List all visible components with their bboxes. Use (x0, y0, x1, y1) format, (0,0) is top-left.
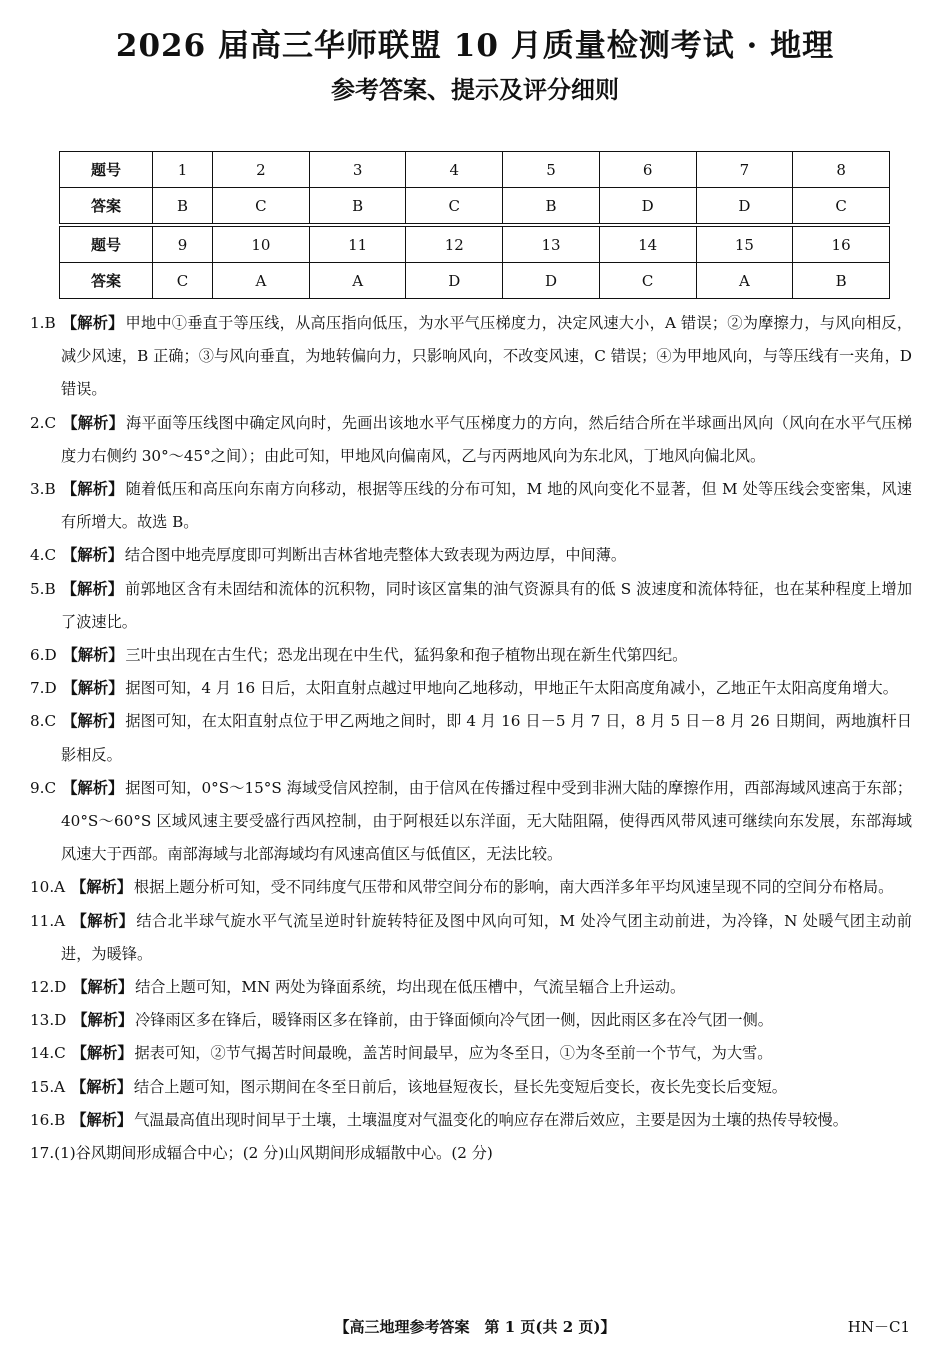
row-header: 题号 (60, 225, 153, 263)
item-number: 16.B (30, 1110, 66, 1129)
explanation-item (30, 772, 912, 872)
page-footer: 【高三地理参考答案 第 1 页(共 2 页)】 (334, 1318, 616, 1336)
item-text: 据图可知，0°S～15°S 海域受信风控制，由于信风在传播过程中受到非洲大陆的摩擦作用，西部海域风速高于东部；40°S～60°S 区域风速主要受盛行西风控制，由于阿根廷以东洋面，无大陆阻隔，使得西风带风速可继续向东发展，东部海域风速大于西部。南部海域与北部海域均有风速高值区与低值区，无法比较。 (61, 778, 913, 864)
item-number: 6.D (30, 646, 57, 665)
item-number: 3.B (30, 480, 56, 499)
question-number: 6 (599, 152, 696, 188)
item-number: 2.C (30, 413, 57, 432)
explanation-item (30, 573, 912, 639)
item-number: 11.A (30, 911, 66, 930)
item-text: 甲地中①垂直于等压线，从高压指向低压，为水平气压梯度力，决定风速大小，A 错误；②为摩擦力，与风向相反，减少风速，B 正确；③与风向垂直，为地转偏向力，只影响风向，不改变风速，C 错误；④为甲地风向，与等压线有一夹角，D 错误。 (61, 314, 913, 399)
explanation-item (30, 407, 912, 473)
answer-cell: A (696, 263, 793, 299)
analysis-tag: 【解析】 (71, 911, 135, 930)
explanation-item (30, 639, 912, 672)
analysis-tag: 【解析】 (71, 1044, 133, 1063)
item-text: 气温最高值出现时间早于土壤，土壤温度对气温变化的响应存在滞后效应，主要是因为土壤的热传导较慢。 (134, 1110, 848, 1129)
page-subtitle: 参考答案、提示及评分细则 (331, 75, 619, 104)
question-number: 11 (309, 225, 406, 263)
analysis-tag: 【解析】 (72, 1011, 134, 1030)
analysis-tag: 【解析】 (62, 646, 124, 665)
answer-table (59, 151, 890, 299)
item-number: 7.D (30, 679, 57, 698)
question-number: 7 (696, 152, 793, 188)
analysis-tag: 【解析】 (71, 1110, 133, 1129)
item-text: 据图可知，在太阳直射点位于甲乙两地之间时，即 4 月 16 日－5 月 7 日，8 月 5 日－8 月 26 日期间，两地旗杆日影相反。 (61, 712, 912, 764)
document-code: HN－C1 (847, 1318, 910, 1336)
answer-cell: D (503, 263, 600, 299)
question-number: 9 (153, 225, 213, 263)
answer-cell: C (153, 263, 213, 299)
explanation-item (30, 971, 912, 1004)
item-number: 12.D (30, 978, 67, 997)
answer-row (60, 263, 890, 299)
item-text: 根据上题分析可知，受不同纬度气压带和风带空间分布的影响，南大西洋多年平均风速呈现不同的空间分布格局。 (133, 878, 894, 897)
answer-cell: B (503, 188, 600, 226)
explanation-item (30, 1137, 912, 1170)
explanation-item (30, 1004, 912, 1037)
question-number: 16 (793, 225, 890, 263)
analysis-tag: 【解析】 (61, 314, 124, 332)
item-text: 据图可知，4 月 16 日后，太阳直射点越过甲地向乙地移动，甲地正午太阳高度角减小，乙地正午太阳高度角增大。 (125, 679, 898, 698)
answer-cell: A (213, 263, 310, 299)
analysis-tag: 【解析】 (61, 480, 124, 499)
explanation-item (30, 1037, 912, 1070)
explanation-item (30, 307, 912, 407)
answer-cell: B (309, 188, 406, 226)
answer-cell: C (213, 188, 310, 226)
analysis-tag: 【解析】 (72, 978, 134, 997)
item-text: 结合北半球气旋水平气流呈逆时针旋转特征及图中风向可知，M 处冷气团主动前进，为冷锋，N 处暖气团主动前进，为暖锋。 (61, 911, 912, 963)
question-number: 15 (696, 225, 793, 263)
analysis-tag: 【解析】 (61, 579, 124, 598)
item-number: 1.B (30, 314, 56, 332)
analysis-tag: 【解析】 (62, 413, 125, 432)
question-number: 5 (503, 152, 600, 188)
explanation-list (30, 307, 912, 1170)
answer-cell: B (153, 188, 213, 226)
analysis-tag: 【解析】 (62, 712, 124, 731)
analysis-tag: 【解析】 (62, 679, 124, 698)
row-header: 题号 (60, 152, 153, 188)
explanation-item (30, 473, 912, 539)
answer-cell: A (309, 263, 406, 299)
question-number: 12 (406, 225, 503, 263)
answer-cell: C (793, 188, 890, 226)
explanation-item (30, 1071, 912, 1104)
explanation-item (30, 871, 912, 904)
item-number: 13.D (30, 1011, 67, 1030)
answer-cell: D (599, 188, 696, 226)
item-text: 结合上题可知，MN 两处为锋面系统，均出现在低压槽中，气流呈辐合上升运动。 (135, 978, 686, 997)
explanation-item (30, 905, 912, 971)
item-number: 4.C (30, 546, 57, 565)
question-number: 1 (153, 152, 213, 188)
row-header: 答案 (60, 263, 153, 299)
question-number: 14 (599, 225, 696, 263)
explanation-item (30, 672, 912, 705)
question-number: 13 (503, 225, 600, 263)
explanation-item (30, 705, 912, 771)
question-number: 10 (213, 225, 310, 263)
item-text: (1)谷风期间形成辐合中心；(2 分)山风期间形成辐散中心。(2 分) (54, 1144, 493, 1163)
question-number: 4 (406, 152, 503, 188)
question-number-row (60, 152, 890, 188)
item-text: 随着低压和高压向东南方向移动，根据等压线的分布可知，M 地的风向变化不显著，但 M 处等压线会变密集，风速有所增大。故选 B。 (61, 480, 912, 532)
item-text: 冷锋雨区多在锋后，暖锋雨区多在锋前，由于锋面倾向冷气团一侧，因此雨区多在冷气团一侧。 (135, 1011, 773, 1030)
item-text: 据表可知，②节气揭苫时间最晚，盖苫时间最早，应为冬至日，①为冬至前一个节气，为大雪。 (134, 1044, 773, 1063)
answer-cell: B (793, 263, 890, 299)
item-number: 9.C (30, 778, 57, 797)
item-text: 海平面等压线图中确定风向时，先画出该地水平气压梯度力的方向，然后结合所在半球画出风向（风向在水平气压梯度力右侧约 30°～45°之间）；由此可知，甲地风向偏南风，乙与丙两地风向为东北风，丁地风向偏北风。 (61, 413, 913, 465)
answer-cell: C (599, 263, 696, 299)
item-text: 结合图中地壳厚度即可判断出吉林省地壳整体大致表现为两边厚，中间薄。 (124, 546, 627, 565)
row-header: 答案 (60, 188, 153, 226)
answer-row (60, 188, 890, 226)
item-number: 5.B (30, 579, 56, 598)
analysis-tag: 【解析】 (62, 778, 124, 797)
item-number: 14.C (30, 1044, 66, 1063)
question-number: 2 (213, 152, 310, 188)
explanation-item (30, 539, 912, 572)
item-text: 三叶虫出现在古生代；恐龙出现在中生代，猛犸象和孢子植物出现在新生代第四纪。 (125, 646, 688, 665)
answer-cell: D (406, 263, 503, 299)
answer-cell: D (696, 188, 793, 226)
answer-cell: C (406, 188, 503, 226)
question-number-row (60, 225, 890, 263)
page-title: 2026 届高三华师联盟 10 月质量检测考试 · 地理 (115, 28, 835, 64)
item-number: 10.A (30, 878, 66, 897)
item-number: 8.C (30, 712, 57, 731)
item-number: 15.A (30, 1077, 66, 1096)
item-text: 前郭地区含有未固结和流体的沉积物，同时该区富集的油气资源具有的低 S 波速度和流体特征，也在某种程度上增加了波速比。 (61, 579, 913, 631)
item-number: 17. (30, 1144, 55, 1163)
analysis-tag: 【解析】 (71, 1077, 132, 1096)
question-number: 3 (309, 152, 406, 188)
explanation-item (30, 1104, 912, 1137)
question-number: 8 (793, 152, 890, 188)
analysis-tag: 【解析】 (71, 878, 132, 897)
item-text: 结合上题可知，图示期间在冬至日前后，该地昼短夜长，昼长先变短后变长，夜长先变长后变短。 (133, 1077, 787, 1096)
analysis-tag: 【解析】 (62, 546, 123, 565)
